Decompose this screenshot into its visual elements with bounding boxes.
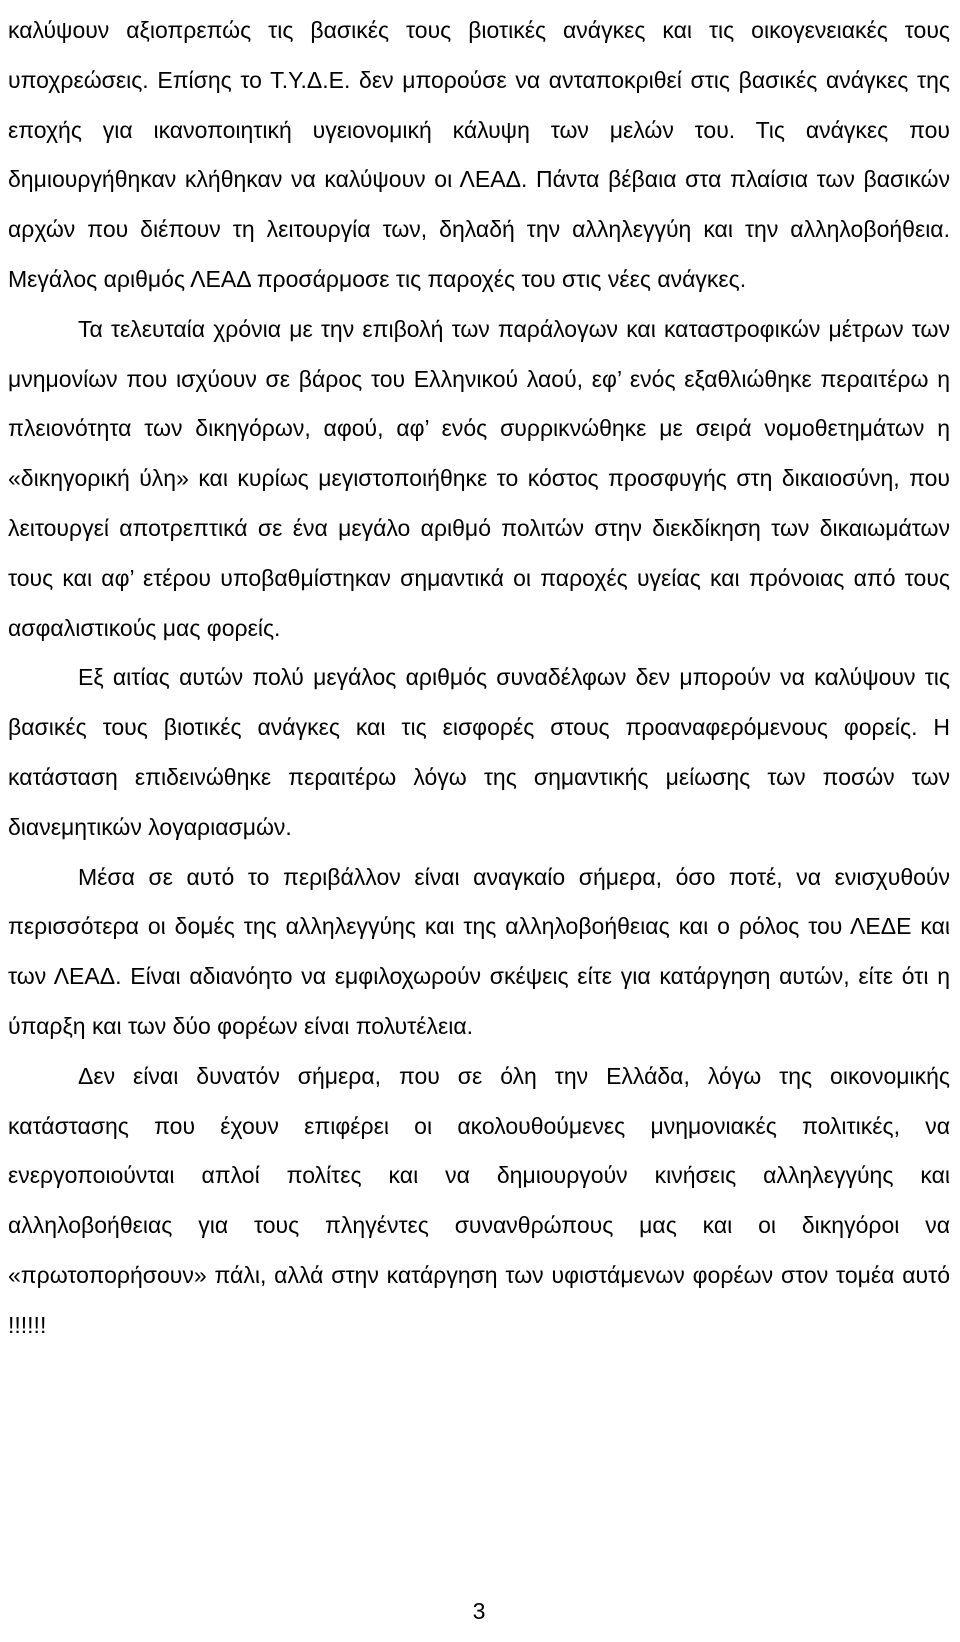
- paragraph-2: Τα τελευταία χρόνια με την επιβολή των παράλογων και καταστροφικών μέτρων των μνημονίων που ισχύουν σε βάρος του Ελληνικού λαού, εφ’ ενός εξαθλιώθηκε περαιτέρω η πλειονότητα των δικηγόρων, αφού, αφ’ ενός συρρικνώθηκε με σειρά νομοθετημάτων η «δικηγορική ύλη» και κυρίως μεγιστοποιήθηκε το κόστος προσφυγής στη δικαιοσύνη, που λειτουργεί αποτρεπτικά σε ένα μεγάλο αριθμό πολιτών στην διεκδίκηση των δικαιωμάτων τους και αφ’ ετέρου υποβαθμίστηκαν σημαντικά οι παροχές υγείας και πρόνοιας από τους ασφαλιστικούς μας φορείς.: [8, 315, 950, 641]
- paragraph-3: Εξ αιτίας αυτών πολύ μεγάλος αριθμός συναδέλφων δεν μπορούν να καλύψουν τις βασικές τους βιοτικές ανάγκες και τις εισφορές στους προαναφερόμενους φορείς. Η κατάσταση επιδεινώθηκε περαιτέρω λόγω της σημαντικής μείωσης των ποσών των διανεμητικών λογαριασμών.: [8, 664, 950, 840]
- paragraph-1: καλύψουν αξιοπρεπώς τις βασικές τους βιοτικές ανάγκες και τις οικογενειακές τους υποχρεώσεις. Επίσης το Τ.Υ.Δ.Ε. δεν μπορούσε να ανταποκριθεί στις βασικές ανάγκες της εποχής για ικανοποιητική υγειονομική κάλυψη των μελών του. Τις ανάγκες που δημιουργήθηκαν κλήθηκαν να καλύψουν οι ΛΕΑΔ. Πάντα βέβαια στα πλαίσια των βασικών αρχών που διέπουν τη λειτουργία των, δηλαδή την αλληλεγγύη και την αλληλοβοήθεια. Μεγάλος αριθμός ΛΕΑΔ προσάρμοσε τις παροχές του στις νέες ανάγκες.: [8, 17, 950, 292]
- paragraph-4: Μέσα σε αυτό το περιβάλλον είναι αναγκαίο σήμερα, όσο ποτέ, να ενισχυθούν περισσότερα οι δομές της αλληλεγγύης και της αλληλοβοήθειας και ο ρόλος του ΛΕΔΕ και των ΛΕΑΔ. Είναι αδιανόητο να εμφιλοχωρούν σκέψεις είτε για κατάργηση αυτών, είτε ότι η ύπαρξη και των δύο φορέων είναι πολυτέλεια.: [8, 863, 950, 1039]
- paragraph-5: Δεν είναι δυνατόν σήμερα, που σε όλη την Ελλάδα, λόγω της οικονομικής κατάστασης που έχουν επιφέρει οι ακολουθούμενες μνημονιακές πολιτικές, να ενεργοποιούνται απλοί πολίτες και να δημιουργούν κινήσεις αλληλεγγύης και αλληλοβοήθειας για τους πληγέντες συνανθρώπους μας και οι δικηγόροι να «πρωτοπορήσουν» πάλι, αλλά στην κατάργηση των υφιστάμενων φορέων στον τομέα αυτό !!!!!!: [8, 1062, 950, 1338]
- page-number: 3: [472, 1598, 486, 1624]
- document-body: [8, 6, 950, 1351]
- document-page: [8, 0, 950, 1642]
